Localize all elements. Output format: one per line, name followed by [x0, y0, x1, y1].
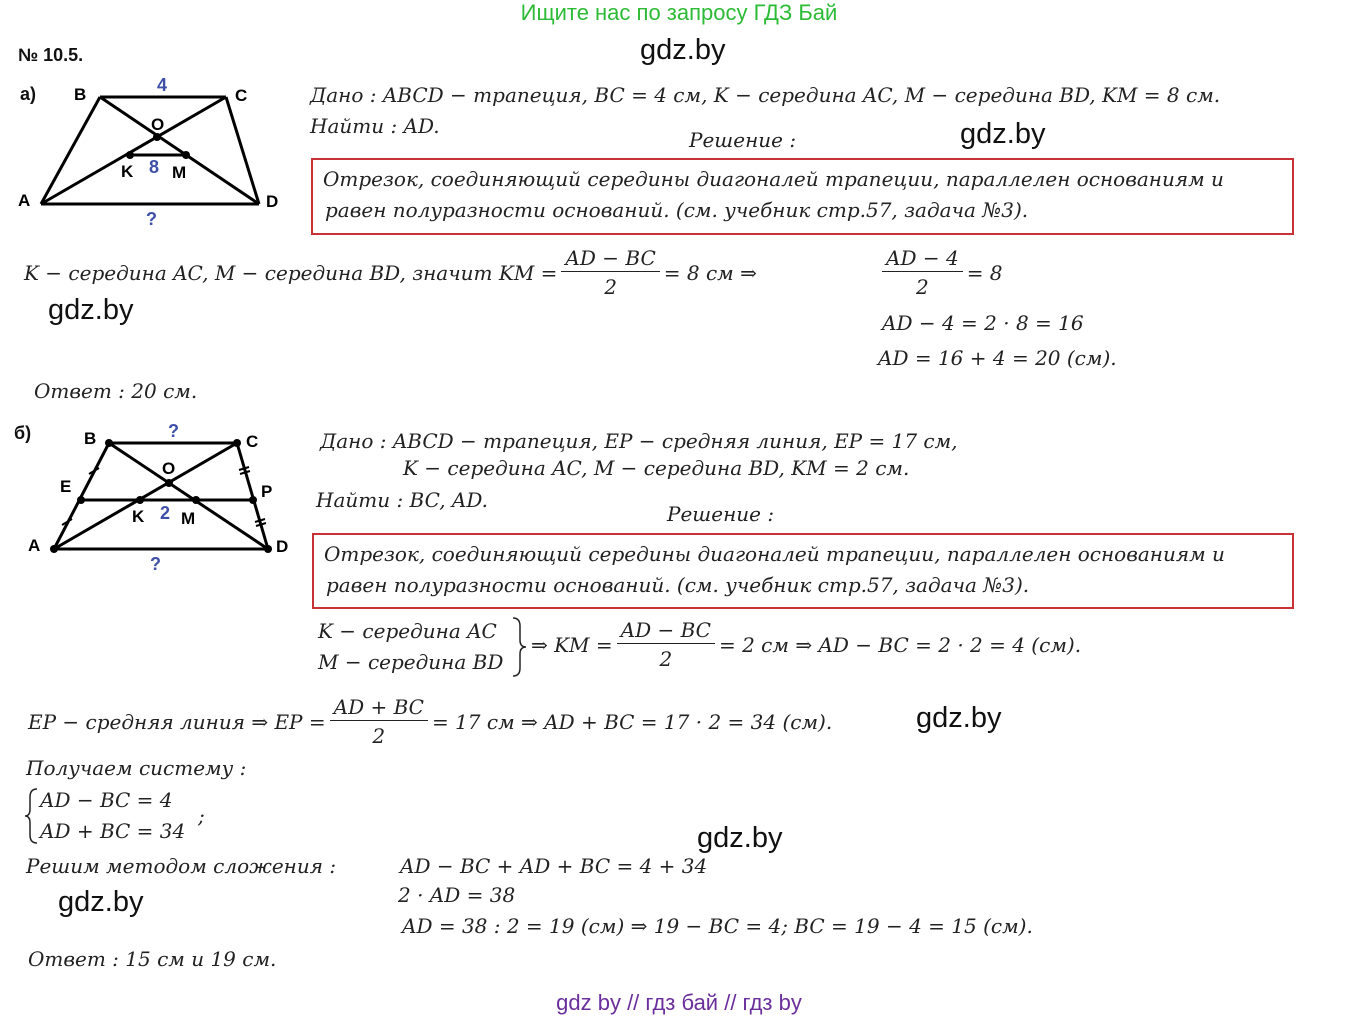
km-length-label: 8 — [149, 157, 160, 177]
part-a-answer: Ответ : 20 см. — [34, 379, 198, 403]
km-denominator: 2 — [659, 647, 673, 671]
watermark: gdz.by — [48, 294, 134, 326]
part-a-step4: AD = 16 + 4 = 20 (см). — [878, 346, 1117, 370]
system-eq1: AD − BC = 4 — [40, 788, 173, 812]
ep-numerator: AD + BC — [330, 695, 428, 721]
right-brace — [510, 616, 530, 678]
part-b-ep-equation — [28, 695, 832, 749]
step2-after: = 8 — [966, 261, 1003, 285]
watermark: gdz.by — [640, 34, 726, 66]
left-brace — [24, 787, 40, 845]
km-fraction — [617, 618, 715, 672]
part-b-label: б) — [14, 423, 32, 443]
km-lhs: ⇒ KM = — [531, 633, 613, 657]
vertex-a-label: A — [18, 191, 31, 210]
search-banner: Ищите нас по запросу ГДЗ Бай — [520, 0, 838, 25]
point-e-label: E — [60, 477, 72, 496]
step1-after: = 8 см ⇒ — [663, 261, 757, 285]
ep-fraction — [330, 695, 428, 749]
theorem-box-b — [312, 533, 1294, 609]
vertex-d-label: D — [266, 192, 279, 211]
brace-line2: M − середина BD — [318, 650, 504, 674]
part-a-given: Дано : ABCD − трапеция, BC = 4 см, K − середина AC, M − середина BD, KM = 8 см. — [310, 83, 1221, 107]
point-p-label: P — [261, 482, 273, 501]
point-m-label: M — [172, 163, 187, 182]
watermark: gdz.by — [916, 702, 1002, 734]
point-k-label: K — [132, 507, 145, 526]
point-m-label: M — [181, 509, 196, 528]
bc-length-label: 4 — [157, 75, 168, 95]
point-o-label: O — [162, 459, 176, 478]
part-a-solution-label: Решение : — [689, 128, 797, 152]
part-b-find: Найти : BC, AD. — [316, 488, 489, 512]
figure-a-trapezoid — [0, 70, 300, 240]
problem-number: № 10.5. — [18, 45, 84, 65]
step1-fraction — [561, 246, 659, 300]
method-step2: 2 · AD = 38 — [398, 883, 516, 907]
step2-fraction — [882, 246, 963, 300]
part-b-given-line2: K − середина AC, M − середина BD, KM = 2 см. — [403, 456, 910, 480]
watermark: gdz.by — [58, 886, 144, 918]
bc-unknown-label: ? — [168, 421, 179, 441]
step2-denominator: 2 — [915, 275, 929, 299]
part-a-label: а) — [20, 84, 37, 104]
method-step1: AD − BC + AD + BC = 4 + 34 — [400, 854, 708, 878]
system-end: ; — [198, 804, 205, 828]
ad-unknown-label: ? — [150, 554, 161, 574]
step1-denominator: 2 — [604, 275, 617, 299]
km-length-label: 2 — [160, 503, 171, 523]
system-label: Получаем систему : — [26, 756, 247, 780]
brace-line1: K − середина AC — [318, 619, 497, 643]
part-b-km-equation — [531, 618, 1081, 672]
vertex-a-label: A — [28, 536, 41, 555]
theorem-b-line2: равен полуразности оснований. (см. учебник стр.57, задача №3). — [326, 573, 1030, 597]
vertex-b-label: B — [74, 85, 87, 104]
theorem-a-line2: равен полуразности оснований. (см. учебник стр.57, задача №3). — [325, 198, 1029, 222]
watermark: gdz.by — [697, 822, 783, 854]
part-b-solution-label: Решение : — [667, 502, 775, 526]
part-b-given-line1: Дано : ABCD − трапеция, EP − средняя линия, EP = 17 см, — [320, 429, 958, 453]
theorem-box-a — [311, 158, 1294, 235]
method-step3: AD = 38 : 2 = 19 (см) ⇒ 19 − BC = 4; BC = 19 − 4 = 15 (см). — [402, 914, 1033, 938]
figure-b-trapezoid — [0, 415, 305, 580]
vertex-b-label: B — [84, 429, 97, 448]
ep-lhs: EP − средняя линия ⇒ EP = — [28, 710, 326, 734]
theorem-b-line1: Отрезок, соединяющий середины диагоналей трапеции, параллелен основаниям и — [324, 542, 1225, 566]
km-after: = 2 см ⇒ AD − BC = 2 · 2 = 4 (см). — [718, 633, 1082, 657]
vertex-c-label: C — [246, 432, 259, 451]
vertex-c-label: C — [235, 86, 248, 105]
method-label: Решим методом сложения : — [26, 854, 337, 878]
ep-after: = 17 см ⇒ AD + BC = 17 · 2 = 34 (см). — [431, 710, 833, 734]
footer-links: gdz by // гдз бай // гдз by — [556, 990, 802, 1015]
step1-text: K − середина AC, M − середина BD, значит KM = — [24, 261, 558, 285]
part-a-step3: AD − 4 = 2 · 8 = 16 — [882, 311, 1084, 335]
part-a-step1 — [24, 246, 757, 300]
km-numerator: AD − BC — [617, 618, 715, 644]
step1-numerator: AD − BC — [561, 246, 659, 272]
watermark: gdz.by — [960, 118, 1046, 150]
system-eq2: AD + BC = 34 — [40, 819, 186, 843]
ad-unknown-label: ? — [146, 209, 157, 229]
ep-denominator: 2 — [372, 724, 386, 748]
step2-numerator: AD − 4 — [882, 246, 963, 272]
vertex-d-label: D — [276, 537, 289, 556]
part-a-find: Найти : AD. — [310, 114, 440, 138]
point-o-label: O — [151, 115, 165, 134]
theorem-a-line1: Отрезок, соединяющий середины диагоналей трапеции, параллелен основаниям и — [323, 167, 1224, 191]
part-b-answer: Ответ : 15 см и 19 см. — [28, 947, 277, 971]
part-a-step2 — [878, 246, 1003, 300]
point-k-label: K — [121, 162, 134, 181]
